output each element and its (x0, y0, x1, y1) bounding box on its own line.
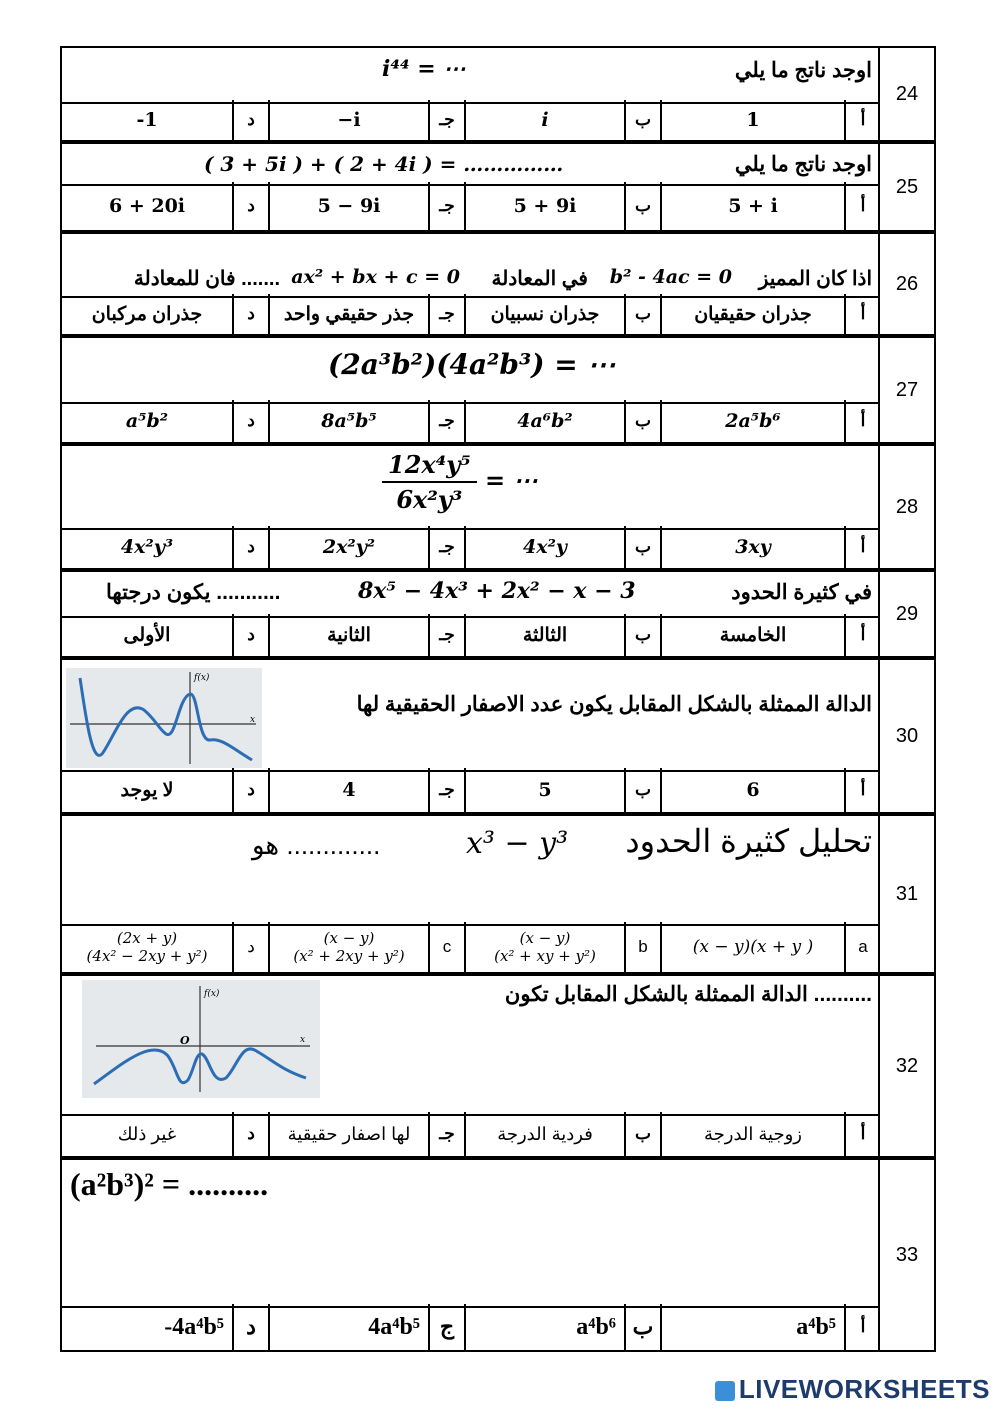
option-b[interactable]: الثالثة (464, 614, 624, 656)
function-graph (66, 668, 262, 768)
option-letter: c (428, 922, 464, 972)
question-number: 30 (878, 660, 934, 812)
question-prompt-tail: يكون درجتها ........... (106, 581, 281, 604)
option-letter: ج (428, 1304, 464, 1350)
option-a[interactable]: a⁴b⁵ (660, 1304, 844, 1350)
fraction-denominator: 6x²y³ (396, 485, 463, 514)
option-a[interactable]: 3xy (660, 526, 844, 568)
graph-origin-label: O (180, 1034, 190, 1047)
question-prompt: الدالة الممثلة بالشكل المقابل تكون .......... (504, 983, 872, 1006)
option-letter: د (232, 614, 268, 656)
question-30 (60, 658, 936, 814)
question-number: 28 (878, 446, 934, 568)
question-expression: (a²b³)² = .......... (70, 1166, 269, 1202)
question-29 (60, 570, 936, 658)
option-b[interactable]: فردية الدرجة (464, 1112, 624, 1156)
option-c[interactable]: جذر حقيقي واحد (268, 294, 428, 334)
option-letter: جـ (428, 400, 464, 442)
option-d[interactable]: a⁵b² (125, 410, 169, 432)
option-c-bottom: (x² + 2xy + y²) (293, 947, 405, 965)
option-letter: b (624, 922, 660, 972)
question-expression: (2a³b²)(4a²b³) = ⋯ (328, 348, 616, 381)
option-letter: جـ (428, 294, 464, 334)
logo-text: LIVEWORKSHEETS (738, 1374, 990, 1404)
option-letter: أ (844, 400, 880, 442)
question-number: 26 (878, 234, 934, 334)
option-d-bottom: (4x² − 2xy + y²) (86, 947, 208, 965)
option-c-top: (x − y) (323, 929, 375, 947)
question-prompt: اذا كان المميز (758, 268, 872, 290)
option-a[interactable]: 5 + i (660, 182, 844, 230)
option-a[interactable]: زوجية الدرجة (660, 1112, 844, 1156)
option-letter: ب (624, 182, 660, 230)
option-a[interactable]: 1 (660, 100, 844, 140)
option-letter: د (232, 400, 268, 442)
option-d[interactable]: -1 (136, 109, 158, 131)
option-b-top: (x − y) (519, 929, 571, 947)
option-letter: جـ (428, 100, 464, 140)
option-c[interactable] (268, 922, 428, 972)
option-c[interactable]: 2x²y² (268, 526, 428, 568)
option-letter: أ (844, 100, 880, 140)
option-letter: أ (844, 294, 880, 334)
function-graph (82, 980, 320, 1098)
question-prompt: اوجد ناتج ما يلي (734, 59, 872, 82)
option-b[interactable] (464, 922, 624, 972)
question-prompt-part: في المعادلة (491, 268, 588, 290)
polynomial-expression: x³ − y³ (466, 826, 569, 861)
question-25 (60, 142, 936, 232)
question-number: 29 (878, 572, 934, 656)
option-letter: ب (624, 768, 660, 812)
option-letter: د (232, 1304, 268, 1350)
option-letter: ب (624, 526, 660, 568)
option-a[interactable]: الخامسة (660, 614, 844, 656)
question-prompt-tail: هو ............. (252, 830, 381, 860)
option-letter: جـ (428, 526, 464, 568)
question-27 (60, 336, 936, 444)
option-a[interactable]: جذران حقيقيان (660, 294, 844, 334)
option-d[interactable]: 4x²y³ (120, 536, 174, 558)
question-28 (60, 444, 936, 570)
option-a[interactable]: 2a⁵b⁶ (660, 400, 844, 442)
option-b[interactable]: 4x²y (464, 526, 624, 568)
question-number: 25 (878, 144, 934, 230)
question-31 (60, 814, 936, 974)
option-letter: أ (844, 768, 880, 812)
question-prompt: اوجد ناتج ما يلي (734, 153, 872, 176)
option-b[interactable]: جذران نسبيان (464, 294, 624, 334)
option-letter: جـ (428, 1112, 464, 1156)
option-letter: د (232, 294, 268, 334)
question-24 (60, 46, 936, 142)
option-d[interactable]: جذران مركبان (91, 303, 203, 325)
option-a[interactable]: (x − y)(x + y ) (660, 922, 844, 972)
option-letter: د (232, 182, 268, 230)
question-number: 33 (878, 1160, 934, 1350)
option-c[interactable]: الثانية (268, 614, 428, 656)
option-b[interactable]: 5 (464, 768, 624, 812)
option-letter: جـ (428, 182, 464, 230)
option-letter: د (232, 768, 268, 812)
question-26 (60, 232, 936, 336)
graph-x-label: x (250, 715, 256, 725)
option-b[interactable]: a⁴b⁶ (464, 1304, 624, 1350)
option-letter: ب (624, 100, 660, 140)
option-letter: ب (624, 1112, 660, 1156)
option-d[interactable]: 6 + 20i (108, 195, 186, 217)
option-c[interactable]: 4 (268, 768, 428, 812)
option-letter: د (232, 526, 268, 568)
question-expression: i⁴⁴ = ⋯ (382, 56, 466, 82)
option-b[interactable]: 5 + 9i (464, 182, 624, 230)
question-33 (60, 1158, 936, 1352)
question-prompt: تحليل كثيرة الحدود (625, 823, 872, 859)
graph-x-label: x (300, 1035, 306, 1045)
question-number: 27 (878, 338, 934, 442)
polynomial-expression: 8x⁵ − 4x³ + 2x² − x − 3 (358, 578, 636, 604)
graph-axis-label: f(x) (194, 673, 210, 683)
option-letter: ب (624, 294, 660, 334)
option-c[interactable]: 5 − 9i (268, 182, 428, 230)
option-c[interactable]: 8a⁵b⁵ (268, 400, 428, 442)
option-d[interactable]: الأولى (123, 624, 171, 646)
fraction-tail: = ⋯ (485, 465, 538, 495)
option-letter: أ (844, 614, 880, 656)
option-letter: ب (624, 400, 660, 442)
question-number: 31 (878, 816, 934, 972)
question-prompt: الدالة الممثلة بالشكل المقابل يكون عدد الاصفار الحقيقية لها (356, 693, 872, 716)
option-b[interactable]: 4a⁶b² (464, 400, 624, 442)
option-letter: أ (844, 526, 880, 568)
option-d[interactable]: غير ذلك (117, 1123, 177, 1144)
question-expression: ( 3 + 5i ) + ( 2 + 4i ) = …………… (204, 152, 564, 176)
discriminant-expression: b² - 4ac = 0 (609, 266, 732, 288)
option-c[interactable]: لها اصفار حقيقية (268, 1112, 428, 1156)
option-letter: أ (844, 1112, 880, 1156)
option-letter: a (844, 922, 880, 972)
option-b[interactable]: i (464, 100, 624, 140)
option-c[interactable]: 4a⁴b⁵ (268, 1304, 428, 1350)
option-letter: أ (844, 1304, 880, 1350)
question-prompt-tail: فان للمعادلة ....... (133, 268, 280, 290)
fraction-expression (382, 450, 538, 514)
option-letter: جـ (428, 768, 464, 812)
option-letter: د (232, 100, 268, 140)
fraction-numerator: 12x⁴y⁵ (382, 450, 477, 483)
option-d[interactable]: لا يوجد (120, 779, 174, 801)
option-letter: جـ (428, 614, 464, 656)
option-d[interactable] (62, 922, 232, 972)
option-letter: أ (844, 182, 880, 230)
liveworksheets-logo (715, 1374, 990, 1405)
equation-expression: ax² + bx + c = 0 (291, 266, 460, 288)
graph-axis-label: f(x) (204, 989, 220, 999)
option-d-top: (2x + y) (116, 929, 178, 947)
option-c[interactable]: −i (268, 100, 428, 140)
option-letter: ب (624, 614, 660, 656)
option-d[interactable]: -4a⁴b⁵ (164, 1313, 224, 1340)
option-letter: د (232, 922, 268, 972)
option-b-bottom: (x² + xy + y²) (494, 947, 596, 965)
question-number: 24 (878, 48, 934, 140)
question-number: 32 (878, 976, 934, 1156)
option-letter: د (232, 1112, 268, 1156)
option-a[interactable]: 6 (660, 768, 844, 812)
logo-icon (715, 1381, 735, 1401)
question-32 (60, 974, 936, 1158)
option-letter: ب (624, 1304, 660, 1350)
question-prompt: في كثيرة الحدود (731, 581, 872, 604)
